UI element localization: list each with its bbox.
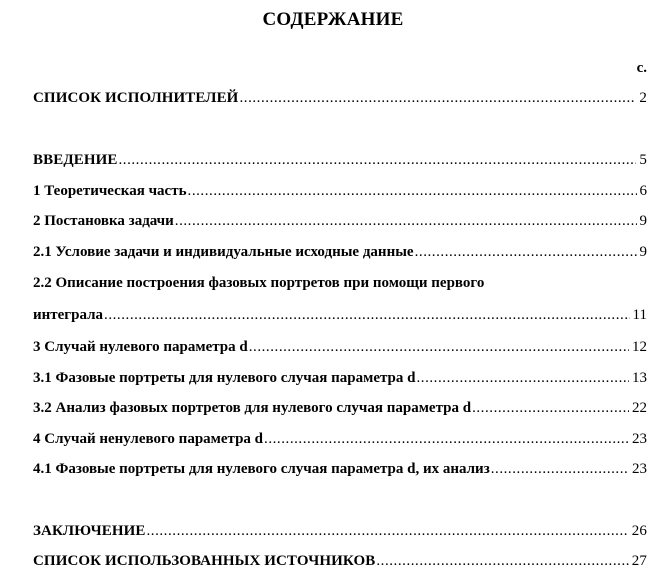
page-column-label: с. xyxy=(636,60,647,76)
toc-leader xyxy=(188,182,637,200)
toc-entry xyxy=(33,399,647,417)
toc-entry xyxy=(33,522,647,540)
toc-entry-page: 9 xyxy=(639,244,647,260)
toc-entry-label: 2.1 Условие задачи и индивидуальные исходные данные xyxy=(33,244,414,260)
toc-entry-label: 4 Случай ненулевого параметра d xyxy=(33,431,264,447)
toc-entry xyxy=(33,306,647,324)
toc-entry xyxy=(33,243,647,261)
toc-leader xyxy=(491,460,629,478)
toc-entry-label: 2 Постановка задачи xyxy=(33,213,174,229)
toc-leader xyxy=(249,338,629,356)
document-title: СОДЕРЖАНИЕ xyxy=(262,9,404,30)
toc-entry xyxy=(33,430,647,448)
toc-entry-page: 22 xyxy=(632,400,647,416)
toc-entry-page: 13 xyxy=(632,370,647,386)
toc-leader xyxy=(416,369,629,387)
toc-entry-page: 26 xyxy=(631,523,647,539)
toc-entry-label: 1 Теоретическая часть xyxy=(33,183,187,199)
toc-entry-label: 3.2 Анализ фазовых портретов для нулевого случая параметра d xyxy=(33,400,472,416)
toc-entry xyxy=(33,369,647,387)
toc-leader xyxy=(104,306,630,324)
toc-leader xyxy=(264,430,629,448)
toc-leader xyxy=(118,151,636,169)
toc-leader xyxy=(472,399,629,417)
toc-leader xyxy=(415,243,637,261)
toc-entry-page: 23 xyxy=(632,431,647,447)
toc-entry-page: 11 xyxy=(632,307,647,323)
toc-leader xyxy=(376,552,628,570)
toc-entry-line1: 2.2 Описание построения фазовых портретов при помощи первого xyxy=(33,275,485,291)
toc-entry xyxy=(33,212,647,230)
toc-entry xyxy=(33,460,647,478)
toc-entry-page: 23 xyxy=(632,461,647,477)
toc-entry-page: 2 xyxy=(639,90,647,106)
toc-entry xyxy=(33,338,647,356)
toc-leader xyxy=(175,212,637,230)
toc-entry-label: СПИСОК ИСПОЛЬЗОВАННЫХ ИСТОЧНИКОВ xyxy=(33,553,376,569)
toc-entry xyxy=(33,89,647,107)
toc-entry-label: 3.1 Фазовые портреты для нулевого случая параметра d xyxy=(33,370,416,386)
toc-entry xyxy=(33,552,647,570)
toc-entry-label: ЗАКЛЮЧЕНИЕ xyxy=(33,523,146,539)
toc-entry-page: 9 xyxy=(639,213,647,229)
toc-leader xyxy=(146,522,628,540)
toc-entry-page: 12 xyxy=(632,339,647,355)
toc-entry xyxy=(33,182,647,200)
toc-entry-label: СПИСОК ИСПОЛНИТЕЛЕЙ xyxy=(33,90,239,106)
toc-entry-label: 4.1 Фазовые портреты для нулевого случая параметра d, их анализ xyxy=(33,461,490,477)
toc-entry-page: 27 xyxy=(631,553,647,569)
toc-entry-label: интеграла xyxy=(33,307,104,323)
toc-entry-label: 3 Случай нулевого параметра d xyxy=(33,339,248,355)
toc-leader xyxy=(239,89,636,107)
toc-entry-label: ВВЕДЕНИЕ xyxy=(33,152,118,168)
toc-entry-page: 5 xyxy=(639,152,647,168)
toc-entry-page: 6 xyxy=(639,183,647,199)
toc-entry xyxy=(33,151,647,169)
